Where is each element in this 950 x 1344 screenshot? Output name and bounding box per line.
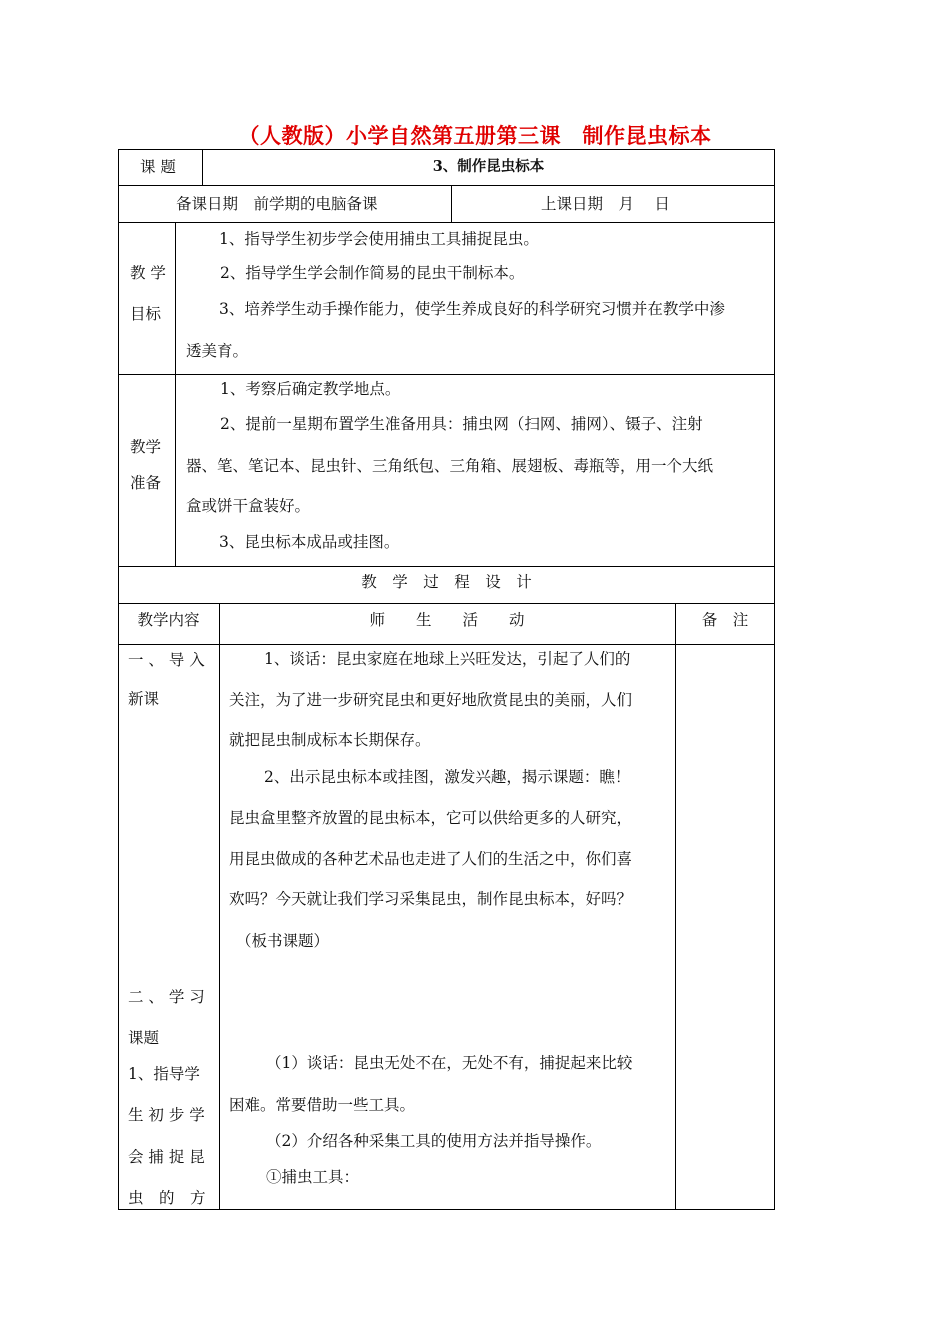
activity-line: 困难。常要借助一些工具。 — [229, 1096, 416, 1114]
activity-line: （1）谈话：昆虫无处不在，无处不有，捕捉起来比较 — [266, 1054, 633, 1072]
content-line: 虫 的 方 — [128, 1189, 206, 1207]
topic-label: 课 题 — [140, 158, 176, 176]
activity-line: 用昆虫做成的各种艺术品也走进了人们的生活之中，你们喜 — [229, 850, 633, 868]
goals-line: 2、指导学生学会制作简易的昆虫干制标本。 — [220, 264, 525, 282]
table-body — [118, 644, 775, 1210]
table-divider — [175, 222, 176, 375]
activity-line: （板书课题） — [236, 932, 330, 950]
table-divider — [451, 185, 452, 223]
content-line: 二 、 学 习 — [128, 988, 205, 1006]
goals-line: 透美育。 — [186, 342, 249, 360]
prep-line: 2、提前一星期布置学生准备用具：捕虫网（扫网、捕网）、镊子、注射 — [220, 415, 703, 433]
activity-line: （2）介绍各种采集工具的使用方法并指导操作。 — [266, 1132, 602, 1150]
content-line: 一 、 导 入 — [128, 651, 205, 669]
prep-label: 准备 — [130, 474, 162, 492]
content-line: 1、指导学 — [128, 1065, 200, 1083]
goals-label: 目标 — [130, 305, 162, 323]
activity-line: 欢吗？今天就让我们学习采集昆虫，制作昆虫标本，好吗？ — [229, 890, 633, 908]
class-date: 上课日期 月 日 — [541, 195, 670, 213]
content-line: 新课 — [128, 690, 160, 708]
activity-line: 2、出示昆虫标本或挂图，激发兴趣，揭示课题：瞧！ — [264, 768, 631, 786]
prep-line: 盒或饼干盒装好。 — [186, 497, 311, 515]
goals-line: 1、指导学生初步学会使用捕虫工具捕捉昆虫。 — [219, 230, 539, 248]
column-header-content: 教学内容 — [137, 611, 200, 629]
table-divider — [219, 603, 220, 1210]
prep-line: 1、考察后确定教学地点。 — [220, 380, 401, 398]
topic-value: 3、制作昆虫标本 — [432, 158, 545, 175]
activity-line: 1、谈话：昆虫家庭在地球上兴旺发达，引起了人们的 — [264, 650, 631, 668]
activity-line: ①捕虫工具： — [266, 1168, 360, 1186]
activity-line: 关注，为了进一步研究昆虫和更好地欣赏昆虫的美丽，人们 — [229, 691, 633, 709]
content-line: 课题 — [128, 1029, 160, 1047]
prep-line: 3、昆虫标本成品或挂图。 — [219, 533, 400, 551]
column-header-notes: 备 注 — [701, 611, 749, 629]
goals-line: 3、培养学生动手操作能力，使学生养成良好的科学研究习惯并在教学中渗 — [219, 300, 725, 318]
content-line: 会 捕 捉 昆 — [128, 1148, 205, 1166]
activity-line: 昆虫盒里整齐放置的昆虫标本，它可以供给更多的人研究， — [229, 809, 633, 827]
activity-line: 就把昆虫制成标本长期保存。 — [229, 731, 431, 749]
prep-date: 备课日期 前学期的电脑备课 — [176, 195, 378, 213]
column-header-activity: 师 生 活 动 — [369, 611, 525, 629]
table-divider — [175, 374, 176, 567]
goals-label: 教 学 — [130, 264, 166, 282]
table-divider — [675, 603, 676, 1210]
prep-line: 器、笔、笔记本、昆虫针、三角纸包、三角箱、展翅板、毒瓶等，用一个大纸 — [186, 457, 714, 475]
process-header: 教 学 过 程 设 计 — [361, 573, 532, 591]
prep-label: 教学 — [130, 438, 162, 456]
content-line: 生 初 步 学 — [128, 1106, 205, 1124]
document-title: （人教版）小学自然第五册第三课 制作昆虫标本 — [238, 123, 712, 148]
